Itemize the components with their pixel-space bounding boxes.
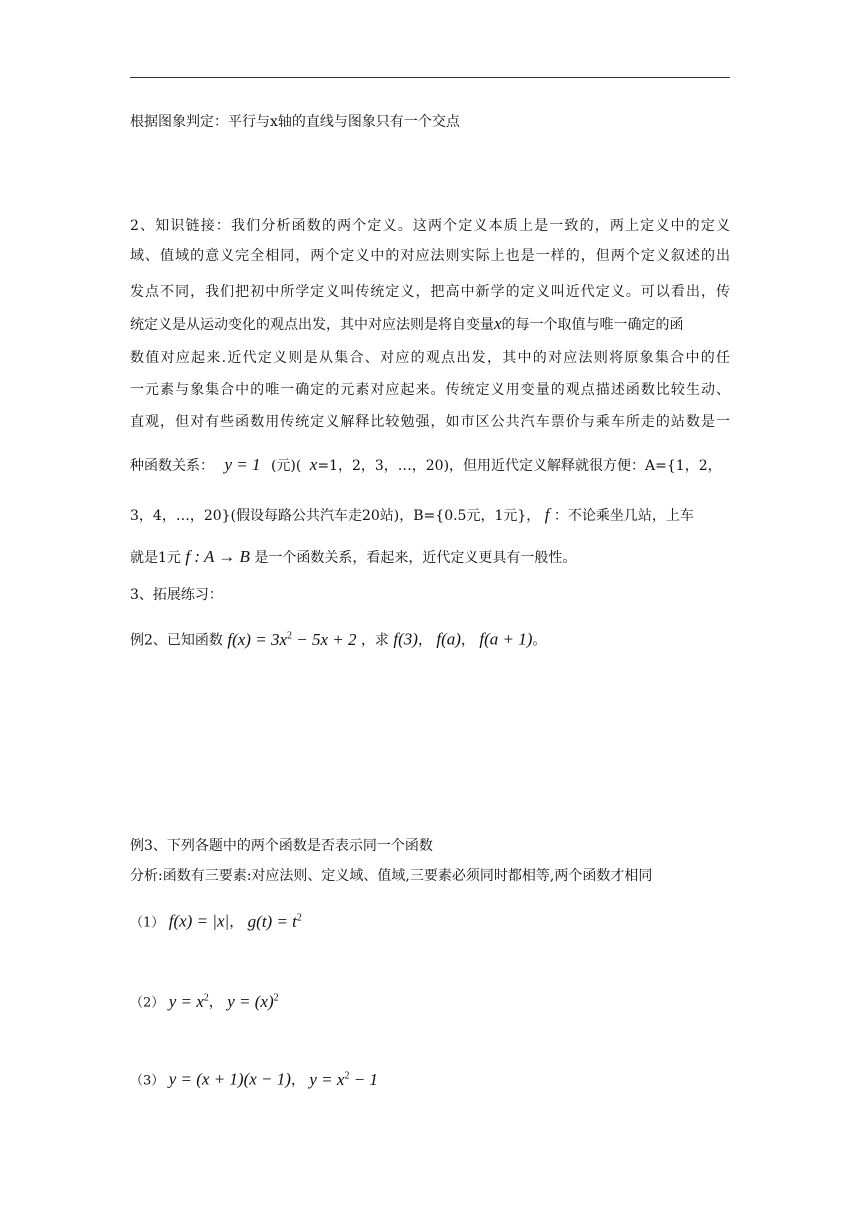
- func-a: f(x) = |x|: [168, 911, 230, 931]
- section2-line-3: 发点不同，我们把初中所学定义叫传统定义，把高中新学的定义叫近代定义。可以看出，传: [130, 284, 730, 300]
- section2-line-4: 统定义是从运动变化的观点出发，其中对应法则是将自变量x的每一个取值与唯一确定的函: [130, 314, 684, 333]
- var-f: f: [544, 505, 550, 524]
- query-f-3: f(3): [393, 629, 418, 649]
- func-a: y = (x + 1)(x − 1): [168, 1069, 291, 1089]
- pair-1: （1） f(x) = |x|， $g(t) = t^2$: [130, 911, 302, 931]
- section3-title: 3、拓展练习：: [130, 587, 223, 603]
- equation-y-1: y = 1: [224, 455, 261, 474]
- func-b: $y = x^2 - 1$: [309, 1069, 378, 1089]
- header-rule: [130, 77, 730, 78]
- func-b: $g(t) = t^2$: [247, 911, 302, 931]
- pair-2: （2） $y = x^2$， $y = (x)^2$: [130, 991, 279, 1011]
- section2-line-8: 种函数关系： y = 1 (元)( x=1，2，3，…，20)，但用近代定义解释就很方便：A={1，2，: [130, 455, 722, 474]
- query-f-a: f(a): [436, 629, 461, 649]
- function-definition: $f(x) = 3x^2 - 5x + 2$: [227, 629, 357, 649]
- section2-line-6: 一元素与象集合中的唯一确定的元素对应起来。传统定义用变量的观点描述函数比较生动、: [130, 382, 730, 398]
- func-a: $y = x^2$: [168, 991, 209, 1011]
- func-b: $y = (x)^2$: [227, 991, 279, 1011]
- section2-line-1: 2、知识链接：我们分析函数的两个定义。这两个定义本质上是一致的，两上定义中的定义: [130, 218, 730, 234]
- var-x: x: [309, 455, 318, 474]
- example-2: 例2、已知函数 $f(x) = 3x^2 - 5x + 2$ ，求 f(3)， f(a)， f(a + 1)。: [130, 629, 547, 649]
- mapping-f-a-b: f : A → B: [185, 547, 250, 566]
- var-x: x: [494, 314, 502, 333]
- section2-line-5: 数值对应起来.近代定义则是从集合、对应的观点出发，其中的对应法则将原象集合中的任: [130, 350, 730, 366]
- query-f-a-plus-1: f(a + 1): [479, 629, 533, 649]
- example-3-analysis: 分析:函数有三要素:对应法则、定义域、值域,三要素必须同时都相等,两个函数才相同: [130, 868, 653, 884]
- section2-line-10: 就是1元 f : A → B 是一个函数关系，看起来，近代定义更具有一般性。: [130, 547, 577, 566]
- pair-3: （3） y = (x + 1)(x − 1)， $y = x^2 - 1$: [130, 1069, 378, 1089]
- section2-line-9: 3，4，…，20}(假设每路公共汽车走20站)，B={0.5元，1元}， f ：不论乘坐几站，上车: [130, 505, 694, 524]
- intro-line: 根据图象判定：平行与x轴的直线与图象只有一个交点: [130, 114, 460, 130]
- example-3-title: 例3、下列各题中的两个函数是否表示同一个函数: [130, 838, 433, 854]
- section2-line-2: 域、值域的意义完全相同，两个定义中的对应法则实际上也是一样的，但两个定义叙述的出: [130, 248, 730, 264]
- section2-line-7: 直观，但对有些函数用传统定义解释比较勉强，如市区公共汽车票价与乘车所走的站数是一: [130, 414, 730, 430]
